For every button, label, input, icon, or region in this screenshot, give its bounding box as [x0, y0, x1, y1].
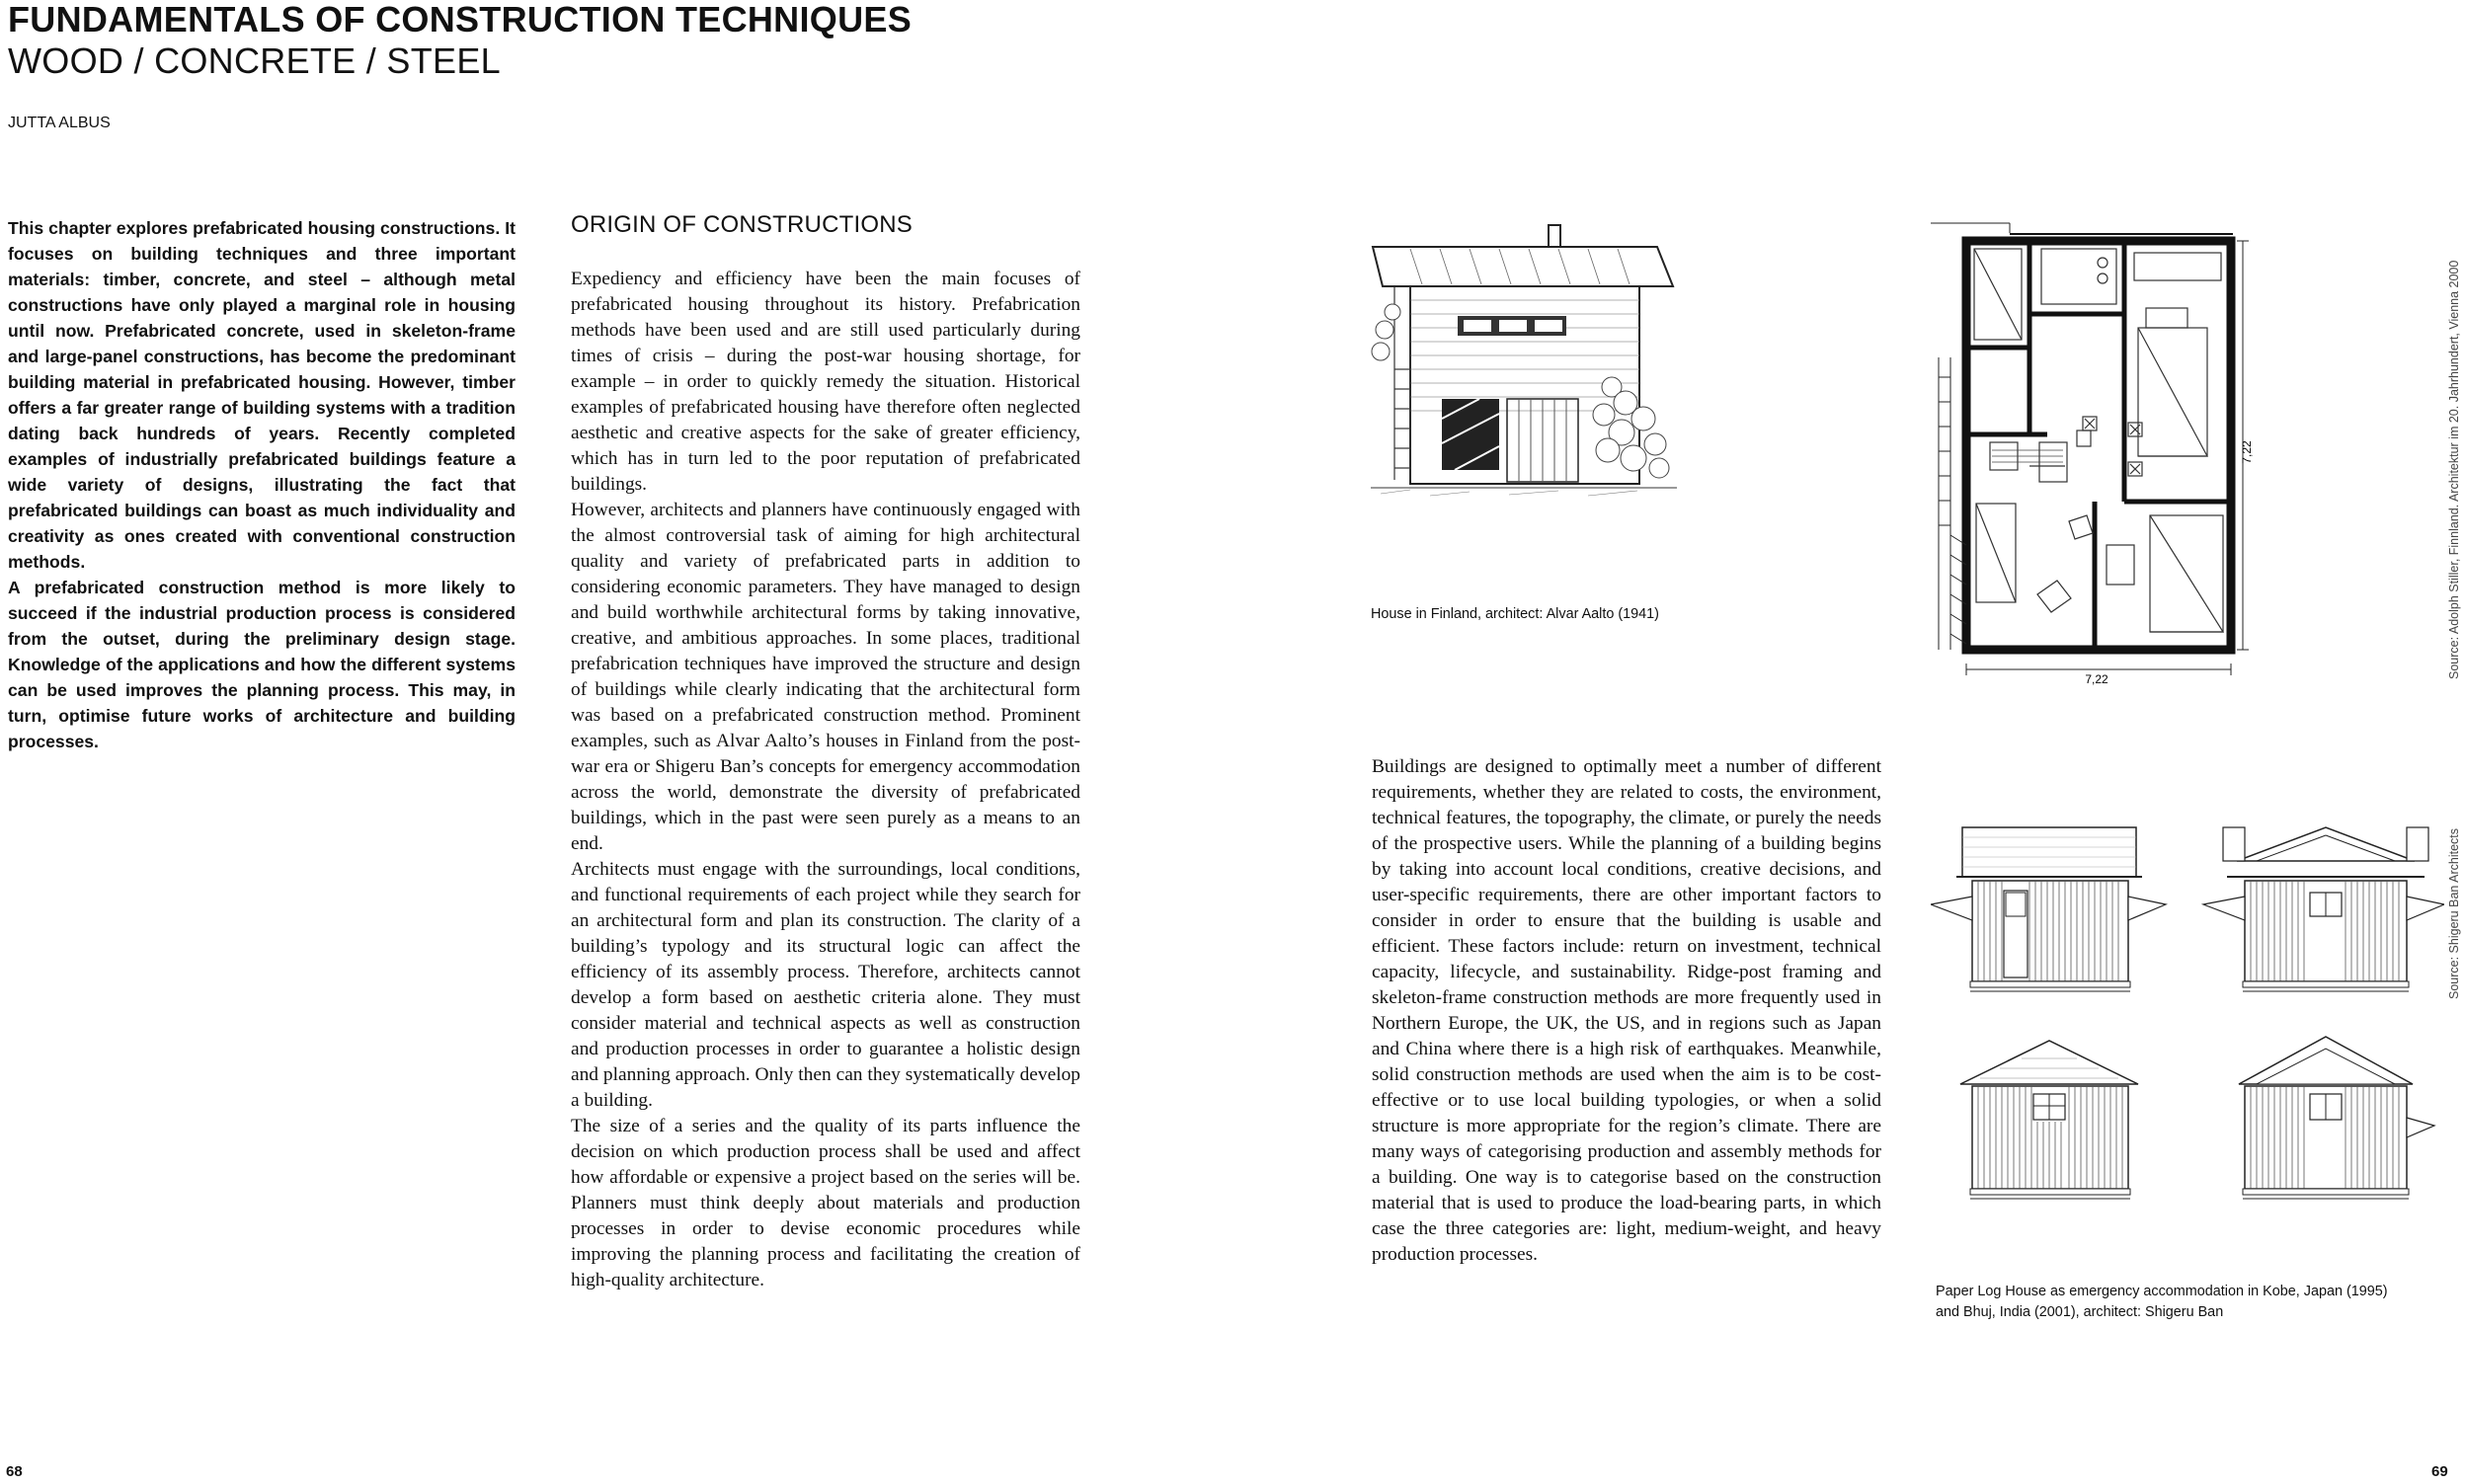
- body-paragraph: Buildings are designed to optimally meet a number of different requirements, whether they are related to costs, the environment, technical features, the topography, the climate, or purely the needs of the prospective users. While the planning of a building begins by taking into account local conditions, creative decisions, and user-specific requirements, there are other important factors to consider in order to ensure that the building is usable and efficient. These factors include: return on investment, technical capacity, lifecycle, and sustainability. Ridge-post framing and skeleton-frame construction methods are more frequently used in Northern Europe, the UK, the US, and in regions such as Japan and China where there is a high risk of earthquakes. Meanwhile, solid construction methods are used when the aim is to be cost-effective or to use local building typologies, or when a solid structure is more appropriate for the region’s climate. There are many ways of categorising production and assembly methods for a building. One way is to categorise based on the construction material that is used to produce the load-bearing parts, in which case the three categories are: light, medium-weight, and heavy production processes.: [1372, 756, 1881, 1265]
- abstract-paragraph: This chapter explores prefabricated housing constructions. It focuses on building techniques and three important materials: timber, concrete, and steel – although metal constructions have only played a marginal role in housing until now. Prefabricated concrete, used in skeleton-frame and large-panel constructions, has become the predominant building material in prefabricated housing. However, timber offers a far greater range of building systems with a tradition dating back hundreds of years. Recently completed examples of industrially prefabricated buildings feature a wide variety of designs, illustrating the fact that prefabricated buildings can boast as much individuality and creativity as ones created with conventional construction methods.: [8, 218, 516, 572]
- section-heading: ORIGIN OF CONSTRUCTIONS: [571, 211, 913, 238]
- body-paragraph: Architects must engage with the surroundings, local conditions, and functional requirements of each project while they search for an architectural form and plan its construction. The clarity of a building’s typology and its structural logic can affect the efficiency of its assembly process. Therefore, architects cannot develop a form based on aesthetic criteria alone. They must consider material and technical aspects as well as construction and production processes in order to guarantee a holistic design and planning approach. Only then can they systematically develop a building.: [571, 859, 1080, 1111]
- book-title: FUNDAMENTALS OF CONSTRUCTION TECHNIQUES: [8, 0, 913, 39]
- body-paragraph: Expediency and efficiency have been the main focuses of prefabricated housing throughout its history. Prefabrication methods have been used and are still used particularly during times of crisis – during the post-war housing shortage, for example – in order to quickly remedy the situation. Historical examples of prefabricated housing have therefore often neglected aesthetic and creative aspects for the sake of greater efficiency, which has in turn led to the poor reputation of prefabricated buildings.: [571, 269, 1080, 495]
- ban-figure-caption: [1936, 1282, 2388, 1323]
- ban-caption-line: and Bhuj, India (2001), architect: Shigeru Ban: [1936, 1304, 2224, 1320]
- elevation-section-pyramid: [2239, 1037, 2434, 1199]
- body-paragraph: The size of a series and the quality of its parts influence the decision on which production process shall be used and affect how affordable or expensive a project based on the series will be. Planners must think deeply about materials and production processes in order to devise economic procedures while improving the planning process and facilitating the creation of high-quality architecture.: [571, 1116, 1080, 1290]
- ban-image-source: Source: Shigeru Ban Architects: [2447, 827, 2461, 999]
- elevation-side-flat: [1931, 827, 2166, 991]
- author-name: JUTTA ALBUS: [8, 115, 111, 131]
- page-number-right: 69: [2431, 1463, 2448, 1480]
- elevation-section-pitched: [2203, 827, 2444, 991]
- page-number-left: 68: [6, 1463, 23, 1480]
- plan-dimension-label: 7,22: [2085, 672, 2108, 685]
- aalto-house-elevation-drawing: [1371, 221, 1679, 504]
- body-paragraph: However, architects and planners have continuously engaged with the almost controversial task of aiming for high architectural quality and variety of prefabricated parts in addition to considering economic parameters. They have managed to design and build worthwhile architectural forms by taking innovative, creative, and ambitious approaches. In some places, traditional prefabrication techniques have improved the structure and design of buildings while clearly indicating that the architectural form was based on a prefabricated construction method. Prominent examples, such as Alvar Aalto’s houses in Finland from the post-war era or Shigeru Ban’s concepts for emergency accommodation across the world, demonstrate the diversity of prefabricated buildings, which in the past were seen purely as a means to an end.: [571, 500, 1080, 854]
- plan-dimension-label: 7,22: [2240, 440, 2254, 464]
- body-column-left: [571, 267, 1080, 1293]
- book-subtitle: WOOD / CONCRETE / STEEL: [8, 40, 501, 81]
- aalto-image-source: Source: Adolph Stiller, Finnland. Architektur im 20. Jahrhundert, Vienna 2000: [2447, 260, 2461, 679]
- chapter-abstract: [8, 215, 516, 754]
- paper-log-house-elevations: [1931, 825, 2444, 1216]
- abstract-paragraph: A prefabricated construction method is more likely to succeed if the industrial production process is considered from the outset, during the preliminary design stage. Knowledge of the applications and how the different systems can be used improves the planning process. This may, in turn, optimise future works of architecture and building processes.: [8, 578, 516, 751]
- aalto-house-floor-plan: [1931, 219, 2257, 685]
- elevation-front-pyramid: [1960, 1041, 2138, 1199]
- body-column-right: [1372, 754, 1881, 1268]
- ban-caption-line: Paper Log House as emergency accommodation in Kobe, Japan (1995): [1936, 1284, 2388, 1299]
- aalto-figure-caption: House in Finland, architect: Alvar Aalto (1941): [1371, 606, 1659, 622]
